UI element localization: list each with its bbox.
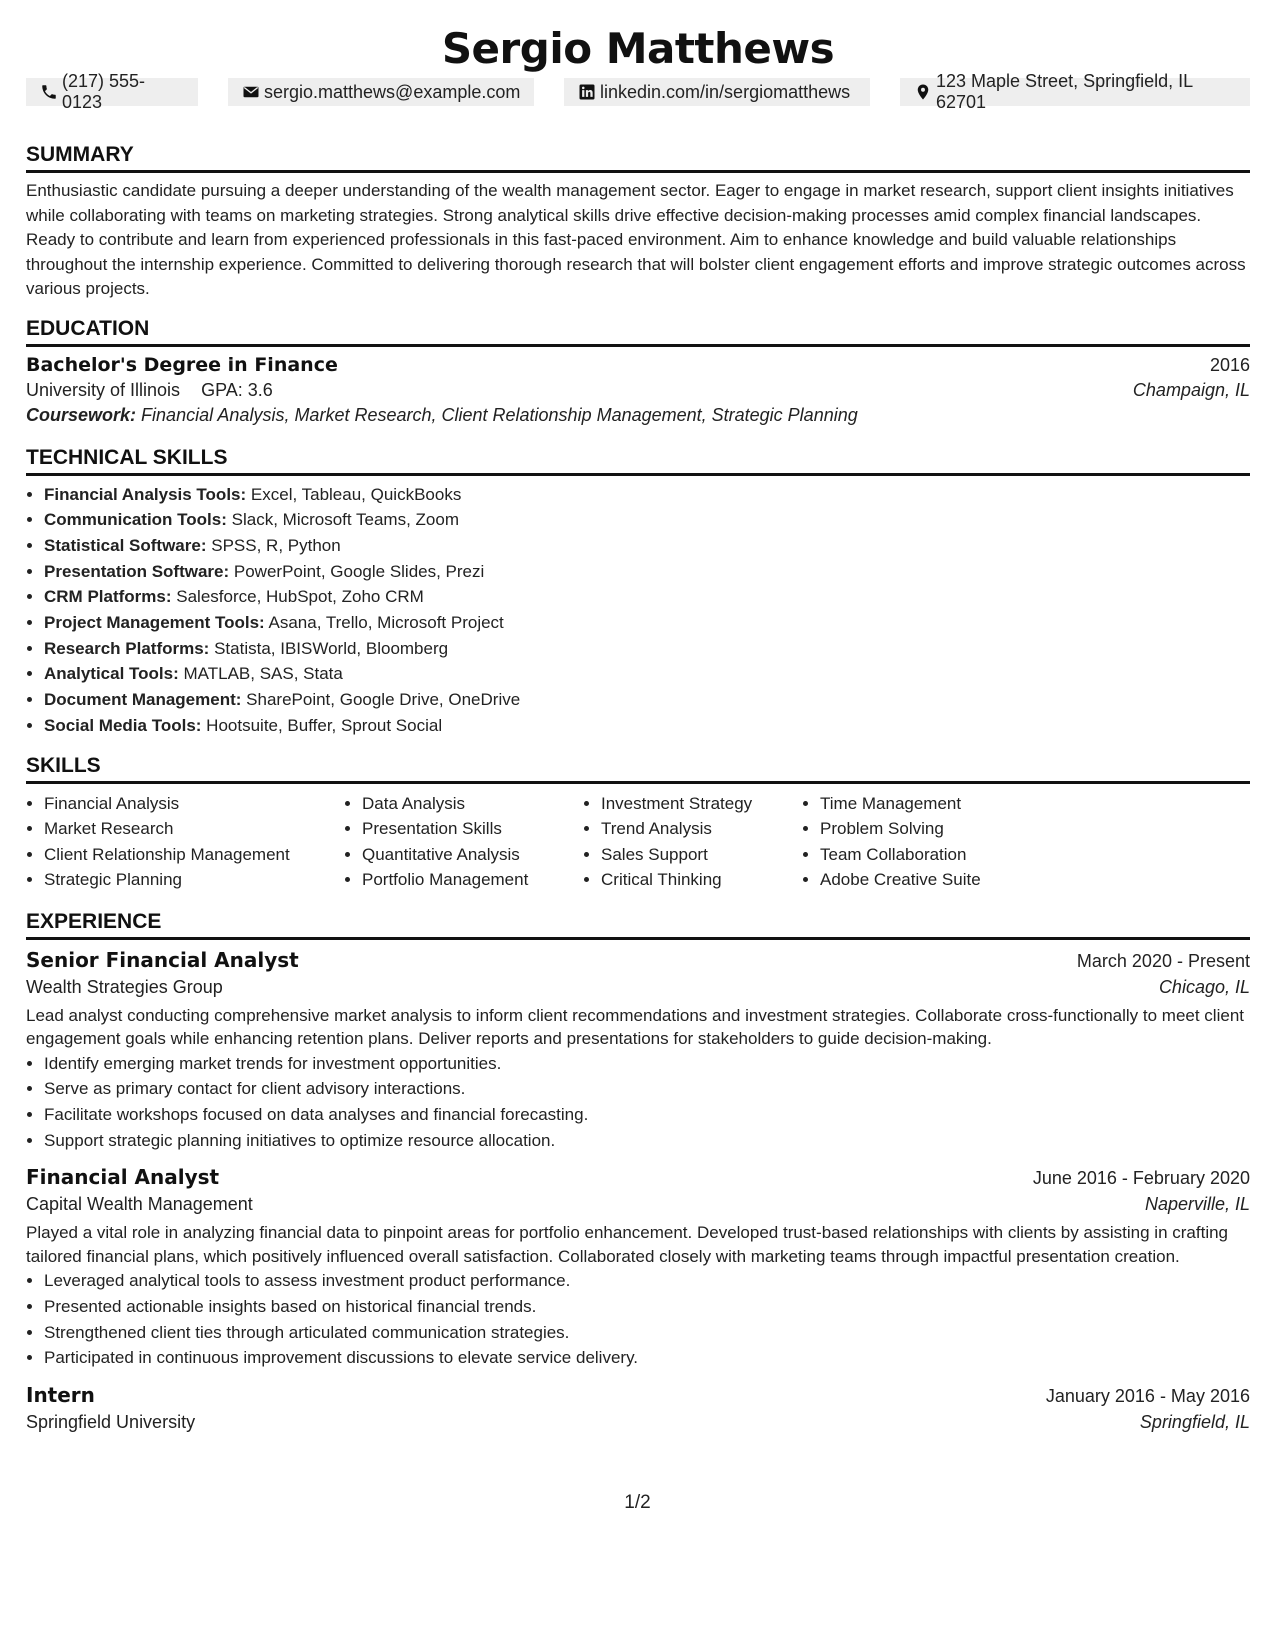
list-item: • Presented actionable insights based on historical financial trends. xyxy=(44,1294,1250,1320)
skill-values: Statista, IBISWorld, Bloomberg xyxy=(214,638,449,658)
skill-item: • Team Collaboration xyxy=(820,842,1080,868)
skill-values: Hootsuite, Buffer, Sprout Social xyxy=(206,715,443,735)
contact-linkedin[interactable] xyxy=(564,78,870,106)
skill-item: • Client Relationship Management xyxy=(44,842,344,868)
section-heading: TECHNICAL SKILLS xyxy=(26,445,1250,476)
contact-email[interactable] xyxy=(228,78,534,106)
list-item: • Participated in continuous improvement discussions to elevate service delivery. xyxy=(44,1345,1250,1371)
contact-phone[interactable] xyxy=(26,71,198,112)
job-dates: January 2016 - May 2016 xyxy=(1045,1386,1250,1407)
skill-category: Document Management: xyxy=(44,690,242,710)
job-company-row xyxy=(26,977,1250,998)
job-description: Played a vital role in analyzing financial data to pinpoint areas for portfolio enhancement. Developed trust-based relationships with clients by assisting in crafting tailored financial plans, which positively influenced overall satisfaction. Collaborated closely with marketing teams through impactful presentation creation. xyxy=(26,1223,1229,1266)
skill-category: Presentation Software: xyxy=(44,561,230,581)
technical-skill-item xyxy=(44,559,1250,585)
address-text: 123 Maple Street, Springfield, IL 62701 xyxy=(936,71,1193,112)
phone-icon xyxy=(40,83,58,101)
skills-column xyxy=(26,791,344,893)
school-info xyxy=(26,380,273,401)
job-company-row xyxy=(26,1194,1250,1215)
section-heading: EDUCATION xyxy=(26,316,1250,347)
technical-skill-item xyxy=(44,533,1250,559)
skill-values: Salesforce, HubSpot, Zoho CRM xyxy=(176,587,424,607)
skill-category: Statistical Software: xyxy=(44,535,207,555)
skill-item: • Market Research xyxy=(44,816,344,842)
section-heading: EXPERIENCE xyxy=(26,909,1250,940)
skills-grid xyxy=(26,791,1250,893)
skill-item: • Strategic Planning xyxy=(44,867,344,893)
list-item: • Facilitate workshops focused on data analyses and financial forecasting. xyxy=(44,1102,1250,1128)
job-bullets xyxy=(26,1051,1250,1154)
section-heading: SUMMARY xyxy=(26,142,1250,173)
phone-text: (217) 555-0123 xyxy=(62,71,146,112)
skill-item: • Presentation Skills xyxy=(362,816,583,842)
experience-section xyxy=(26,909,1250,1434)
skill-item: • Adobe Creative Suite xyxy=(820,867,1080,893)
skill-item: • Trend Analysis xyxy=(601,816,802,842)
skill-values: MATLAB, SAS, Stata xyxy=(183,664,343,684)
school-location: Champaign, IL xyxy=(1132,379,1250,400)
technical-skill-item xyxy=(44,507,1250,533)
skill-values: Excel, Tableau, QuickBooks xyxy=(250,484,462,504)
skills-column xyxy=(802,791,1080,893)
linkedin-text: linkedin.com/in/sergiomatthews xyxy=(600,81,851,102)
skill-item: • Data Analysis xyxy=(362,791,583,817)
skill-category: Social Media Tools: xyxy=(44,715,202,735)
job-bullets xyxy=(26,1268,1250,1371)
job-header xyxy=(26,1383,1250,1407)
job-dates: June 2016 - February 2020 xyxy=(1032,1168,1250,1189)
skill-item: • Problem Solving xyxy=(820,816,1080,842)
job-header xyxy=(26,1165,1250,1189)
coursework-list: Financial Analysis, Market Research, Client Relationship Management, Strategic Planning xyxy=(141,404,858,425)
education-school-row xyxy=(26,380,1250,401)
education-row xyxy=(26,354,1250,376)
technical-skill-item xyxy=(44,584,1250,610)
skill-item: • Financial Analysis xyxy=(44,791,344,817)
coursework xyxy=(26,405,1250,426)
skill-item: • Portfolio Management xyxy=(362,867,583,893)
summary-text: Enthusiastic candidate pursuing a deeper understanding of the wealth management sector. Eager to engage in market research, support client insights initiatives while collaborating with teams on marketing strategies. Strong analytical skills drive effective decision-making processes amid complex financial landscapes. Ready to contribute and learn from experienced professionals in this fast-paced environment. Aim to enhance knowledge and build valuable relationships throughout the internship experience. Committed to delivering thorough research that will bolster client engagement efforts and improve strategic outcomes across various projects. xyxy=(26,181,1246,298)
company-name: Capital Wealth Management xyxy=(26,1194,253,1215)
technical-skill-item xyxy=(44,610,1250,636)
technical-skill-item xyxy=(44,713,1250,739)
list-item: • Strengthened client ties through articulated communication strategies. xyxy=(44,1320,1250,1346)
list-item: • Leveraged analytical tools to assess investment product performance. xyxy=(44,1268,1250,1294)
job-description: Lead analyst conducting comprehensive market analysis to inform client recommendations and investment strategies. Collaborate cross-functionally to meet client engagement goals while enhancing retention plans. Deliver reports and presentations for stakeholders to guide decision-making. xyxy=(26,1005,1244,1049)
skill-category: Research Platforms: xyxy=(44,638,210,658)
skill-values: Asana, Trello, Microsoft Project xyxy=(268,613,504,633)
school-name: University of Illinois xyxy=(26,379,181,400)
technical-skill-item xyxy=(44,687,1250,713)
skill-item: • Time Management xyxy=(820,791,1080,817)
skill-item: • Critical Thinking xyxy=(601,867,802,893)
skill-item: • Sales Support xyxy=(601,842,802,868)
skill-values: Slack, Microsoft Teams, Zoom xyxy=(231,510,459,530)
technical-skill-item xyxy=(44,661,1250,687)
technical-skills-section xyxy=(26,445,1250,739)
company-name: Wealth Strategies Group xyxy=(26,976,223,997)
map-pin-icon xyxy=(914,83,932,101)
envelope-icon xyxy=(242,83,260,101)
list-item: • Identify emerging market trends for investment opportunities. xyxy=(44,1051,1250,1077)
technical-skills-list xyxy=(26,482,1250,739)
skills-section xyxy=(26,753,1250,893)
skills-column xyxy=(344,791,583,893)
coursework-label: Coursework: xyxy=(26,404,137,425)
job-location: Chicago, IL xyxy=(1158,976,1250,997)
linkedin-icon xyxy=(578,83,596,101)
job-title: Financial Analyst xyxy=(26,1165,220,1190)
skill-item: • Investment Strategy xyxy=(601,791,802,817)
contact-address[interactable] xyxy=(900,71,1250,112)
degree-title: Bachelor's Degree in Finance xyxy=(26,353,338,376)
technical-skill-item xyxy=(44,482,1250,508)
job-title: Intern xyxy=(26,1383,95,1408)
job-entry xyxy=(26,1383,1250,1433)
job-company-row xyxy=(26,1412,1250,1433)
candidate-name: Sergio Matthews xyxy=(441,24,835,73)
education-section xyxy=(26,316,1250,426)
skill-category: CRM Platforms: xyxy=(44,587,172,607)
skill-category: Project Management Tools: xyxy=(44,613,265,633)
gpa: GPA: 3.6 xyxy=(201,379,273,400)
skills-column xyxy=(583,791,802,893)
page-number: 1/2 xyxy=(624,1492,651,1513)
email-text: sergio.matthews@example.com xyxy=(264,81,521,102)
company-name: Springfield University xyxy=(26,1412,196,1433)
skill-values: SPSS, R, Python xyxy=(211,535,341,555)
job-header xyxy=(26,948,1250,972)
skill-category: Communication Tools: xyxy=(44,510,227,530)
list-item: • Support strategic planning initiatives to optimize resource allocation. xyxy=(44,1128,1250,1154)
skill-values: SharePoint, Google Drive, OneDrive xyxy=(246,690,521,710)
job-dates: March 2020 - Present xyxy=(1076,950,1250,971)
job-location: Naperville, IL xyxy=(1144,1194,1250,1215)
graduation-year: 2016 xyxy=(1209,354,1250,375)
contact-bar xyxy=(26,71,1250,112)
resume-page xyxy=(26,0,1250,1433)
technical-skill-item xyxy=(44,636,1250,662)
skill-category: Analytical Tools: xyxy=(44,664,179,684)
job-location: Springfield, IL xyxy=(1139,1412,1250,1433)
skill-category: Financial Analysis Tools: xyxy=(44,484,247,504)
skill-item: • Quantitative Analysis xyxy=(362,842,583,868)
skill-values: PowerPoint, Google Slides, Prezi xyxy=(233,561,485,581)
list-item: • Serve as primary contact for client advisory interactions. xyxy=(44,1076,1250,1102)
job-title: Senior Financial Analyst xyxy=(26,947,299,972)
summary-section xyxy=(26,142,1250,302)
section-heading: SKILLS xyxy=(26,753,1250,784)
job-entry xyxy=(26,948,1250,1154)
job-entry xyxy=(26,1165,1250,1371)
